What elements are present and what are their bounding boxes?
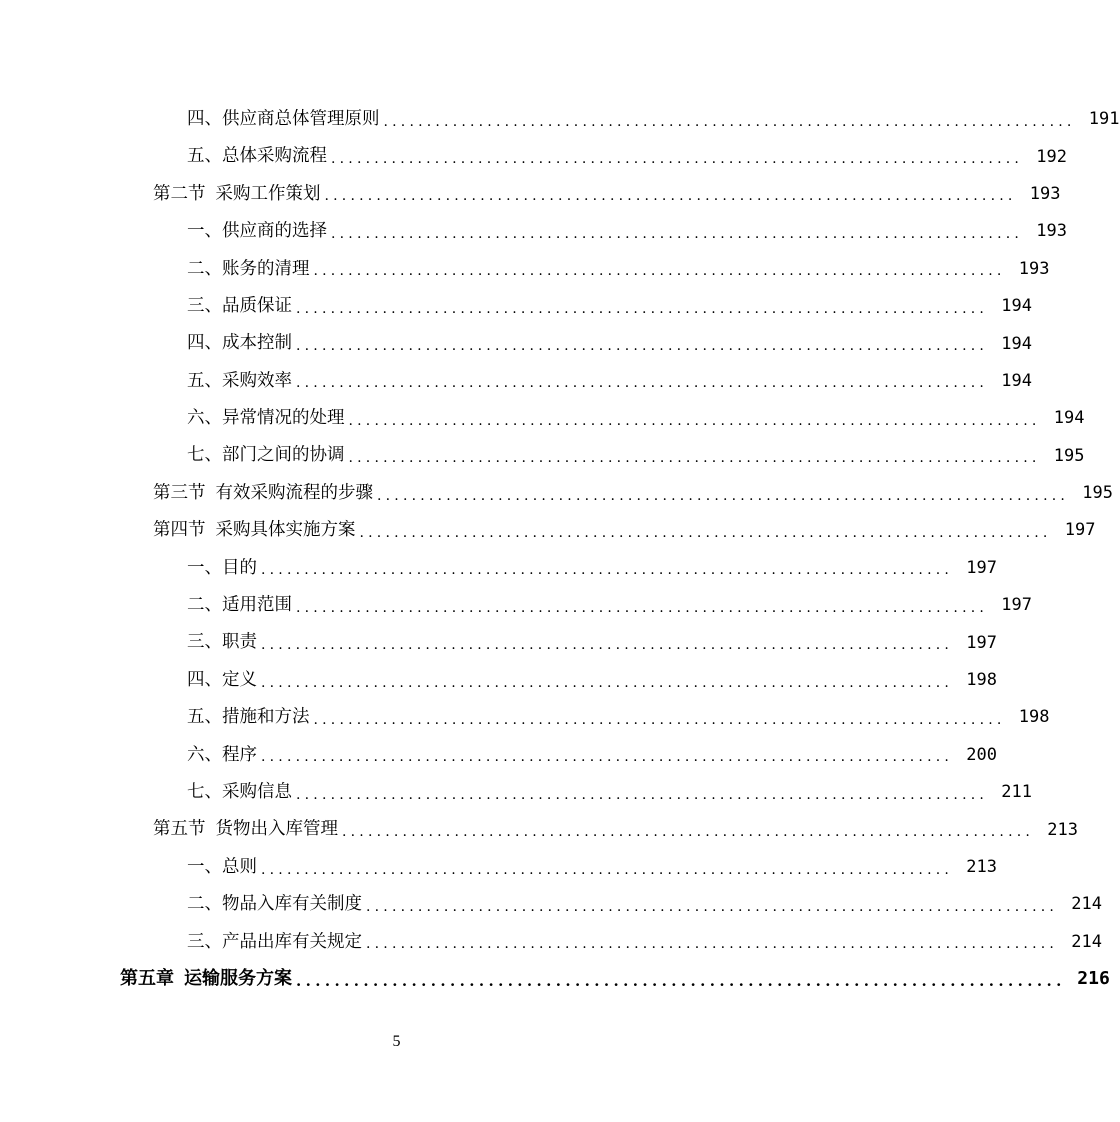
toc-entry-title	[153, 183, 321, 204]
toc-section-row[interactable]	[0, 176, 1061, 213]
toc-entry-title	[187, 709, 310, 727]
toc-page-number: 193	[1029, 183, 1061, 204]
toc-entry-title	[187, 335, 292, 353]
toc-item-row[interactable]	[0, 699, 1050, 736]
toc-page-number: 211	[1001, 782, 1033, 803]
toc-dot-leader: ................................................................................	[261, 749, 954, 766]
toc-item-row[interactable]	[0, 251, 1050, 288]
toc-page-number: 197	[1064, 520, 1096, 541]
toc-item-row[interactable]	[0, 849, 998, 886]
toc-entry-title	[187, 370, 292, 391]
toc-page-number: 213	[1047, 819, 1079, 840]
toc-item-row[interactable]	[0, 288, 1033, 325]
toc-entry-label: 四、供应商总体管理原则	[187, 108, 380, 129]
toc-entry-title	[187, 856, 257, 877]
toc-page-number: 193	[1018, 258, 1050, 279]
toc-page-number: 197	[966, 632, 998, 653]
toc-entry-title	[187, 447, 345, 465]
toc-entry-label: 一、总则	[187, 856, 257, 877]
toc-page-number: 198	[966, 670, 998, 691]
toc-page-number: 197	[1001, 595, 1033, 616]
toc-page-number: 193	[1036, 221, 1068, 242]
toc-entry-title	[153, 482, 373, 503]
toc-page-number: 194	[1001, 333, 1033, 354]
toc-item-row[interactable]	[0, 138, 1068, 175]
toc-entry-title	[187, 148, 327, 166]
toc-item-row[interactable]	[0, 924, 1103, 961]
toc-page-number: 214	[1071, 894, 1103, 915]
toc-page-number: 195	[1082, 483, 1114, 504]
toc-dot-leader: ................................................................................	[331, 151, 1024, 168]
toc-entry-title	[187, 896, 362, 914]
toc-page-number: 194	[1053, 408, 1085, 429]
page-number: 5	[392, 1033, 401, 1050]
toc-chapter-row[interactable]	[0, 961, 1110, 998]
toc-entry-title	[187, 781, 292, 802]
toc-item-row[interactable]	[0, 737, 998, 774]
toc-dot-leader: ................................................................................	[296, 971, 1066, 990]
toc-entry-title	[187, 258, 310, 279]
toc-entry-title	[187, 669, 257, 690]
toc-dot-leader: ................................................................................	[377, 487, 1070, 504]
toc-section-row[interactable]	[0, 512, 1096, 549]
toc-dot-leader: ................................................................................	[366, 936, 1059, 953]
toc-entry-label: 五、总体采购流程	[187, 146, 327, 167]
toc-entry-title	[187, 108, 380, 129]
toc-entry-title	[187, 597, 292, 615]
toc-entry-label: 三、职责	[187, 632, 257, 653]
toc-item-row[interactable]	[0, 886, 1103, 923]
toc-entry-label: 一、目的	[187, 557, 257, 578]
toc-entry-title	[187, 410, 345, 428]
toc-item-row[interactable]	[0, 662, 998, 699]
toc-dot-leader: ................................................................................	[261, 637, 954, 654]
toc-entry-label: 二、物品入库有关制度	[187, 894, 362, 915]
toc-dot-leader: ................................................................................	[296, 338, 989, 355]
toc-entry-label: 七、部门之间的协调	[187, 445, 345, 466]
toc-entry-label: 五、采购效率	[187, 370, 292, 391]
toc-dot-leader: ................................................................................	[296, 300, 989, 317]
toc-dot-leader: ................................................................................	[348, 450, 1041, 467]
toc-entry-title	[187, 557, 257, 578]
toc-dot-leader: ................................................................................	[296, 599, 989, 616]
toc-page-number: 194	[1001, 370, 1033, 391]
toc-item-row[interactable]	[0, 325, 1033, 362]
toc-entry-title	[153, 522, 356, 540]
toc-entry-label: 第四节	[153, 520, 206, 541]
toc-entry-title	[187, 295, 292, 316]
toc-dot-leader: ................................................................................	[359, 524, 1052, 541]
toc-entry-label: 第三节	[153, 482, 206, 503]
toc-entry-label: 二、适用范围	[187, 595, 292, 616]
toc-entry-subtitle: 采购具体实施方案	[215, 520, 356, 541]
toc-entry-label: 二、账务的清理	[187, 258, 310, 279]
toc-section-row[interactable]	[0, 475, 1114, 512]
toc-item-row[interactable]	[0, 550, 998, 587]
toc-page-number: 197	[966, 557, 998, 578]
toc-entry-label: 一、供应商的选择	[187, 221, 327, 242]
toc-item-row[interactable]	[0, 624, 998, 661]
toc-entry-title	[187, 634, 257, 652]
toc-entry-label: 三、品质保证	[187, 295, 292, 316]
toc-item-row[interactable]	[0, 101, 1120, 138]
toc-section-row[interactable]	[0, 811, 1079, 848]
toc-page-number: 194	[1001, 296, 1033, 317]
toc-entry-label: 五、措施和方法	[187, 707, 310, 728]
toc-entry-label: 三、产品出库有关规定	[187, 931, 362, 952]
toc-entry-title	[187, 223, 327, 241]
toc-dot-leader: ................................................................................	[313, 711, 1006, 728]
toc-item-row[interactable]	[0, 774, 1033, 811]
toc-entry-subtitle: 采购工作策划	[215, 183, 321, 204]
toc-item-row[interactable]	[0, 213, 1068, 250]
toc-entry-label: 第五章	[120, 968, 174, 990]
toc-dot-leader: ................................................................................	[261, 562, 954, 579]
toc-dot-leader: ................................................................................	[342, 824, 1035, 841]
toc-item-row[interactable]	[0, 587, 1033, 624]
toc-dot-leader: ................................................................................	[313, 263, 1006, 280]
toc-item-row[interactable]	[0, 400, 1085, 437]
toc-entry-label: 第五节	[153, 819, 206, 840]
toc-dot-leader: ................................................................................	[366, 898, 1059, 915]
toc-entry-title	[187, 744, 257, 765]
toc-entry-label: 四、定义	[187, 669, 257, 690]
toc-dot-leader: ................................................................................	[348, 412, 1041, 429]
toc-entry-subtitle: 货物出入库管理	[215, 819, 338, 840]
toc-entry-label: 四、成本控制	[187, 333, 292, 354]
toc-entry-label: 六、程序	[187, 744, 257, 765]
toc-entry-title	[187, 931, 362, 952]
toc-entry-title	[153, 821, 338, 839]
toc-entry-label: 六、异常情况的处理	[187, 408, 345, 429]
toc-item-row[interactable]	[0, 363, 1033, 400]
table-of-contents	[0, 101, 1120, 998]
toc-dot-leader: ................................................................................	[261, 674, 954, 691]
toc-dot-leader: ................................................................................	[331, 225, 1024, 242]
toc-dot-leader: ................................................................................	[296, 375, 989, 392]
toc-page-number: 200	[966, 744, 998, 765]
toc-dot-leader: ................................................................................	[324, 188, 1017, 205]
toc-dot-leader: ................................................................................	[383, 113, 1076, 130]
toc-entry-label: 七、采购信息	[187, 781, 292, 802]
toc-page-number: 192	[1036, 146, 1068, 167]
toc-entry-label: 第二节	[153, 183, 206, 204]
toc-entry-title	[120, 970, 292, 988]
toc-entry-subtitle: 有效采购流程的步骤	[215, 482, 373, 503]
toc-page-number: 195	[1053, 445, 1085, 466]
toc-page-number: 191	[1088, 109, 1120, 130]
toc-page-number: 216	[1077, 968, 1110, 990]
toc-page-number: 198	[1018, 707, 1050, 728]
toc-page-number: 213	[966, 857, 998, 877]
toc-entry-subtitle: 运输服务方案	[184, 968, 292, 990]
toc-dot-leader: ................................................................................	[296, 786, 989, 803]
toc-dot-leader: ................................................................................	[261, 861, 954, 878]
toc-item-row[interactable]	[0, 438, 1085, 475]
toc-page-number: 214	[1071, 931, 1103, 952]
